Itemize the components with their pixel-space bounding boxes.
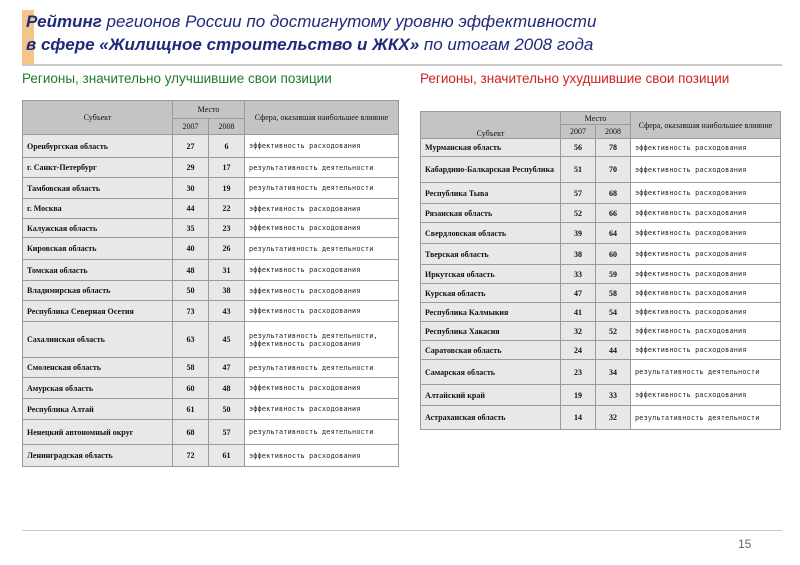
place-2008: 6 — [209, 135, 245, 158]
place-2007: 44 — [173, 199, 209, 219]
place-2007: 57 — [561, 183, 596, 204]
region-name: Кировская область — [23, 238, 173, 260]
table-row — [23, 158, 399, 178]
place-2008: 31 — [209, 260, 245, 281]
table-row — [23, 358, 399, 378]
col-header-place: Место — [173, 101, 245, 119]
title-bold-part-2: в сфере «Жилищное строительство и ЖКХ» — [26, 35, 420, 54]
place-2007: 27 — [173, 135, 209, 158]
table-row — [23, 219, 399, 238]
influence-sphere: эффективность расходования — [631, 223, 781, 244]
region-name: Республика Калмыкия — [421, 303, 561, 322]
title-bold-part-1: Рейтинг — [26, 12, 102, 31]
region-name: Кабардино-Балкарская Республика — [421, 157, 561, 183]
place-2008: 32 — [596, 406, 631, 430]
table-row — [23, 199, 399, 219]
place-2008: 58 — [596, 284, 631, 303]
col-header-sphere: Сфера, оказавшая наибольшее влияние — [631, 112, 781, 139]
influence-sphere: эффективность расходования — [245, 378, 399, 399]
influence-sphere: эффективность расходования — [245, 260, 399, 281]
col-header-subject: Субъект — [421, 112, 561, 139]
table-row — [421, 265, 781, 284]
region-name: Самарская область — [421, 360, 561, 385]
page-title-line-2 — [26, 35, 593, 55]
region-name: Рязанская область — [421, 204, 561, 223]
table-row — [23, 378, 399, 399]
place-2007: 68 — [173, 420, 209, 445]
influence-sphere: эффективность расходования — [245, 199, 399, 219]
region-name: Ленинградская область — [23, 445, 173, 467]
place-2008: 70 — [596, 157, 631, 183]
influence-sphere: результативность деятельности — [631, 360, 781, 385]
influence-sphere: результативность деятельности — [245, 158, 399, 178]
place-2007: 61 — [173, 399, 209, 420]
place-2008: 45 — [209, 322, 245, 358]
place-2007: 60 — [173, 378, 209, 399]
table-row — [23, 420, 399, 445]
place-2008: 23 — [209, 219, 245, 238]
region-name: Республика Тыва — [421, 183, 561, 204]
region-name: Тамбовская область — [23, 178, 173, 199]
region-name: Владимирская область — [23, 281, 173, 301]
col-header-2008: 2008 — [596, 125, 631, 139]
place-2008: 60 — [596, 244, 631, 265]
region-name: Смоленская область — [23, 358, 173, 378]
place-2008: 44 — [596, 341, 631, 360]
place-2008: 48 — [209, 378, 245, 399]
place-2007: 48 — [173, 260, 209, 281]
region-name: г. Санкт-Петербург — [23, 158, 173, 178]
improved-regions-heading: Регионы, значительно улучшившие свои позиции — [22, 71, 332, 86]
table-row — [421, 341, 781, 360]
region-name: Сахалинская область — [23, 322, 173, 358]
influence-sphere: эффективность расходования — [245, 301, 399, 322]
influence-sphere: эффективность расходования — [245, 281, 399, 301]
region-name: Астраханская область — [421, 406, 561, 430]
influence-sphere: эффективность расходования — [631, 204, 781, 223]
region-name: Алтайский край — [421, 385, 561, 406]
place-2007: 41 — [561, 303, 596, 322]
title-divider — [22, 64, 782, 66]
influence-sphere: эффективность расходования — [631, 244, 781, 265]
region-name: Тверская область — [421, 244, 561, 265]
table-row — [23, 135, 399, 158]
place-2007: 24 — [561, 341, 596, 360]
place-2007: 63 — [173, 322, 209, 358]
table-row — [421, 406, 781, 430]
place-2007: 72 — [173, 445, 209, 467]
table-row — [421, 360, 781, 385]
place-2007: 56 — [561, 139, 596, 157]
influence-sphere: эффективность расходования — [245, 219, 399, 238]
place-2008: 78 — [596, 139, 631, 157]
influence-sphere: эффективность расходования — [631, 183, 781, 204]
col-header-2008: 2008 — [209, 119, 245, 135]
place-2008: 52 — [596, 322, 631, 341]
place-2008: 59 — [596, 265, 631, 284]
table-row — [421, 223, 781, 244]
improved-regions-table — [22, 100, 399, 467]
table-row — [421, 303, 781, 322]
influence-sphere: эффективность расходования — [245, 445, 399, 467]
region-name: Республика Хакасия — [421, 322, 561, 341]
place-2007: 29 — [173, 158, 209, 178]
place-2008: 19 — [209, 178, 245, 199]
title-rest-part-1: регионов России по достигнутому уровню эффективности — [101, 12, 597, 31]
table-row — [421, 157, 781, 183]
region-name: Республика Северная Осетия — [23, 301, 173, 322]
influence-sphere: результативность деятельности — [631, 406, 781, 430]
col-header-place: Место — [561, 112, 631, 125]
place-2007: 40 — [173, 238, 209, 260]
place-2007: 19 — [561, 385, 596, 406]
place-2008: 38 — [209, 281, 245, 301]
table-row — [421, 183, 781, 204]
place-2007: 23 — [561, 360, 596, 385]
place-2008: 34 — [596, 360, 631, 385]
region-name: Мурманская область — [421, 139, 561, 157]
place-2008: 61 — [209, 445, 245, 467]
region-name: Калужская область — [23, 219, 173, 238]
place-2007: 33 — [561, 265, 596, 284]
influence-sphere: эффективность расходования — [631, 265, 781, 284]
place-2007: 47 — [561, 284, 596, 303]
place-2008: 50 — [209, 399, 245, 420]
region-name: Амурская область — [23, 378, 173, 399]
place-2007: 35 — [173, 219, 209, 238]
region-name: г. Москва — [23, 199, 173, 219]
table-row — [23, 322, 399, 358]
table-row — [23, 260, 399, 281]
table-row — [421, 385, 781, 406]
place-2007: 30 — [173, 178, 209, 199]
table-row — [421, 322, 781, 341]
region-name: Свердловская область — [421, 223, 561, 244]
place-2007: 38 — [561, 244, 596, 265]
table-row — [23, 178, 399, 199]
title-rest-part-2: по итогам 2008 года — [419, 35, 594, 54]
col-header-subject: Субъект — [23, 101, 173, 135]
table-row — [421, 244, 781, 265]
table-row — [23, 281, 399, 301]
place-2008: 17 — [209, 158, 245, 178]
place-2008: 64 — [596, 223, 631, 244]
worsened-regions-table — [420, 111, 781, 430]
region-name: Курская область — [421, 284, 561, 303]
place-2007: 73 — [173, 301, 209, 322]
place-2007: 14 — [561, 406, 596, 430]
place-2008: 66 — [596, 204, 631, 223]
place-2007: 52 — [561, 204, 596, 223]
place-2008: 26 — [209, 238, 245, 260]
col-header-2007: 2007 — [173, 119, 209, 135]
table-row — [23, 445, 399, 467]
influence-sphere: эффективность расходования — [631, 341, 781, 360]
influence-sphere: результативность деятельности — [245, 420, 399, 445]
influence-sphere: эффективность расходования — [631, 284, 781, 303]
place-2008: 43 — [209, 301, 245, 322]
place-2008: 68 — [596, 183, 631, 204]
worsened-regions-heading: Регионы, значительно ухудшившие свои позиции — [420, 71, 730, 86]
region-name: Саратовская область — [421, 341, 561, 360]
influence-sphere: результативность деятельности — [245, 178, 399, 199]
region-name: Республика Алтай — [23, 399, 173, 420]
place-2008: 57 — [209, 420, 245, 445]
influence-sphere: результативность деятельности — [245, 238, 399, 260]
table-row — [421, 139, 781, 157]
table-row — [23, 399, 399, 420]
influence-sphere: результативность деятельности, эффективность расходования — [245, 322, 399, 358]
place-2007: 32 — [561, 322, 596, 341]
table-row — [421, 284, 781, 303]
place-2008: 33 — [596, 385, 631, 406]
region-name: Ненецкий автономный округ — [23, 420, 173, 445]
table-row — [23, 238, 399, 260]
place-2008: 54 — [596, 303, 631, 322]
table-row — [23, 301, 399, 322]
col-header-sphere: Сфера, оказавшая наибольшее влияние — [245, 101, 399, 135]
page-title-line-1 — [26, 12, 596, 32]
place-2007: 39 — [561, 223, 596, 244]
influence-sphere: эффективность расходования — [631, 139, 781, 157]
place-2007: 50 — [173, 281, 209, 301]
footer-divider — [22, 530, 782, 531]
place-2008: 22 — [209, 199, 245, 219]
place-2008: 47 — [209, 358, 245, 378]
col-header-2007: 2007 — [561, 125, 596, 139]
influence-sphere: эффективность расходования — [631, 385, 781, 406]
place-2007: 58 — [173, 358, 209, 378]
influence-sphere: эффективность расходования — [245, 399, 399, 420]
region-name: Томская область — [23, 260, 173, 281]
influence-sphere: эффективность расходования — [631, 322, 781, 341]
influence-sphere: эффективность расходования — [631, 303, 781, 322]
place-2007: 51 — [561, 157, 596, 183]
region-name: Оренбургская область — [23, 135, 173, 158]
page-number: 15 — [738, 537, 752, 551]
region-name: Иркутская область — [421, 265, 561, 284]
influence-sphere: результативность деятельности — [245, 358, 399, 378]
influence-sphere: эффективность расходования — [631, 157, 781, 183]
influence-sphere: эффективность расходования — [245, 135, 399, 158]
table-row — [421, 204, 781, 223]
